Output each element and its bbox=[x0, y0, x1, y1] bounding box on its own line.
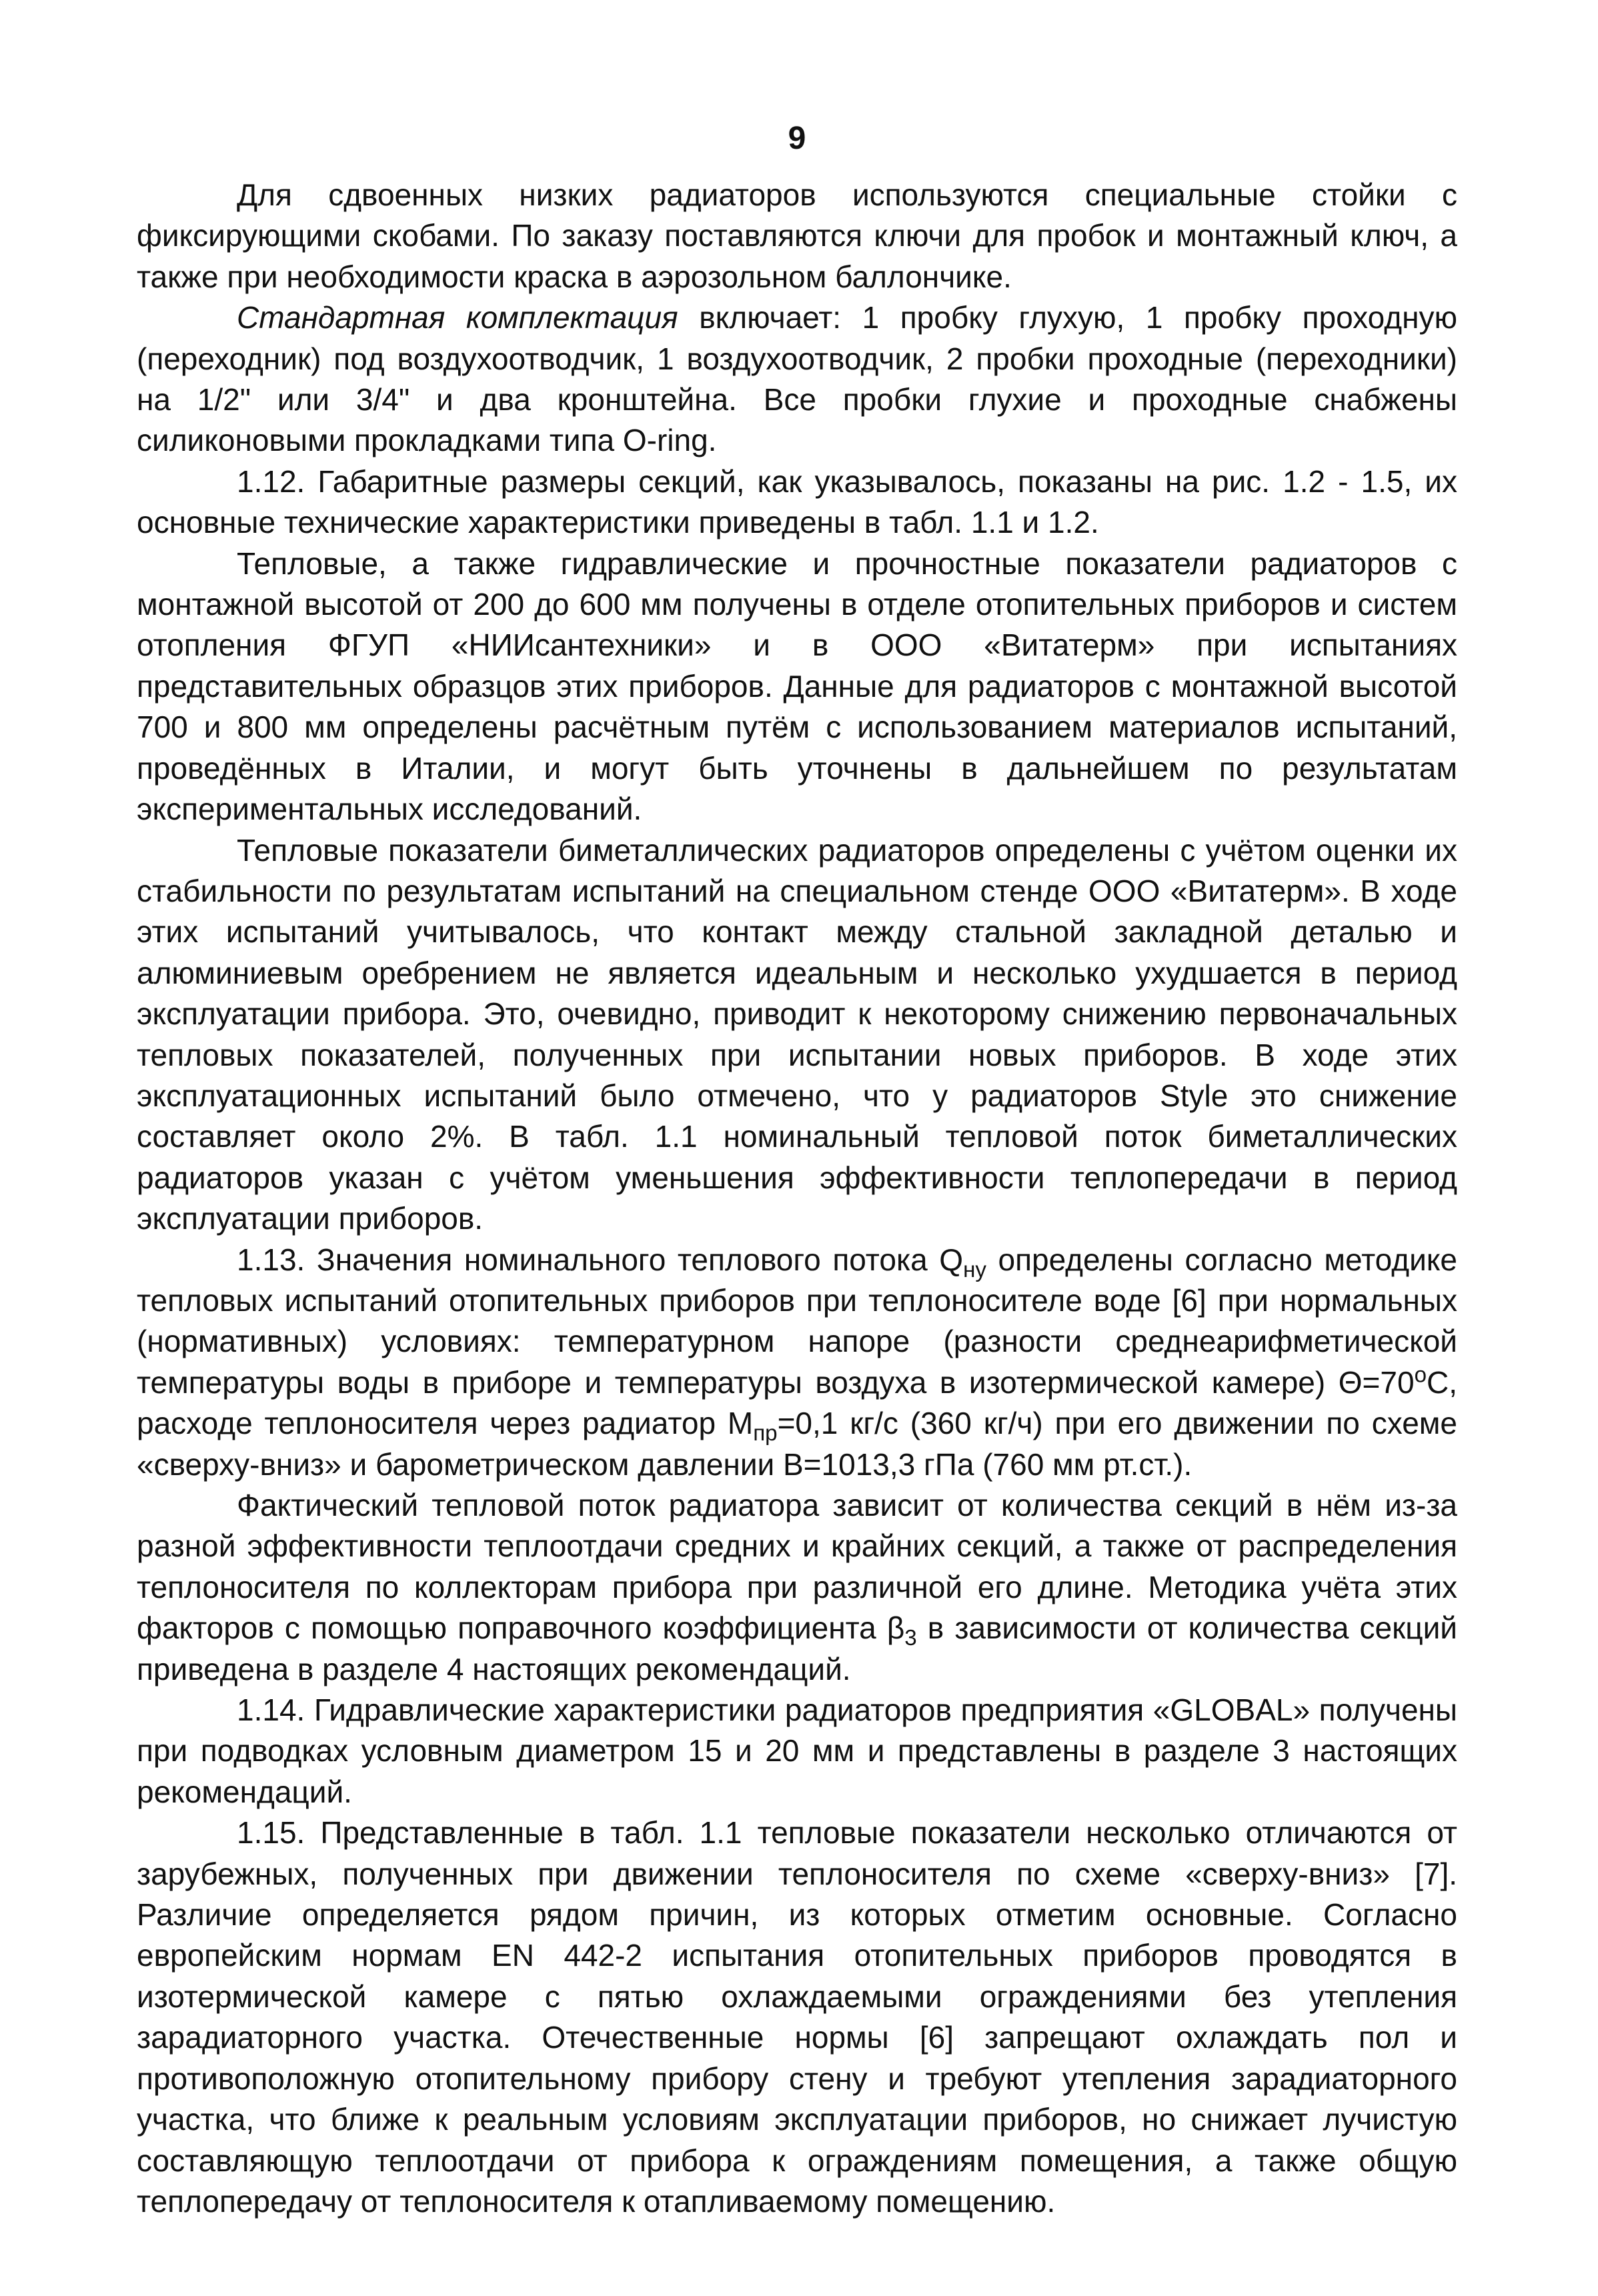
paragraph-double-radiators: Для сдвоенных низких радиаторов используются специальные стойки с фиксирующими скобами. По заказу поставляются ключи для пробок и монтажный ключ, а также при необходимости краска в аэрозольном баллончике. bbox=[137, 177, 1457, 294]
paragraph-actual-heat-flow bbox=[137, 1485, 1457, 1690]
p7-part-b: в зависимости от количества секций приведена в разделе 4 настоящих рекомендаций. bbox=[137, 1610, 1457, 1686]
standard-kit-text: включает: 1 пробку глухую, 1 пробку проходную (переходник) под воздухоотводчик, 1 воздухоотводчик, 2 пробки проходные (переходники) на 1/2" или 3/4" и два кронштейна. Все пробки глухие и проходные снабжены силиконовыми прокладками типа O-ring. bbox=[137, 300, 1457, 458]
paragraph-bimetal-stability: Тепловые показатели биметаллических радиаторов определены с учётом оценки их стабильности по результатам испытаний на специальном стенде ООО «Витатерм». В ходе этих испытаний учитывалось, что контакт между стальной закладной деталью и алюминиевым оребрением не является идеальным и несколько ухудшается в период эксплуатации прибора. Это, очевидно, приводит к некоторому снижению первоначальных тепловых показателей, полученных при испытании новых приборов. В ходе этих эксплуатационных испытаний было отмечено, что у радиаторов Style это снижение составляет около 2%. В табл. 1.1 номинальный тепловой поток биметаллических радиаторов указан с учётом уменьшения эффективности теплопередачи в период эксплуатации приборов. bbox=[137, 832, 1457, 1236]
paragraph-1-13 bbox=[137, 1240, 1457, 1485]
page-number: 9 bbox=[788, 121, 806, 156]
document-page bbox=[137, 120, 1457, 2222]
p7-part-a: Фактический тепловой поток радиатора зависит от количества секций в нём из-за разной эффективности теплоотдачи средних и крайних секций, а также от распределения теплоносителя по коллекторам прибора при различной его длине. Методика учёта этих факторов с помощью поправочного коэффициента β bbox=[137, 1488, 1457, 1646]
paragraph-1-12: 1.12. Габаритные размеры секций, как указывалось, показаны на рис. 1.2 - 1.5, их основные технические характеристики приведены в табл. 1.1 и 1.2. bbox=[137, 463, 1457, 540]
p6-sub-pr: пр bbox=[753, 1421, 778, 1446]
standard-kit-term: Стандартная комплектация bbox=[237, 300, 678, 335]
p6-part-b: определены согласно методике тепловых испытаний отопительных приборов при теплоносителе воде [6] при нормальных (нормативных) условиях: температурном напоре (разности среднеарифметической температуры воды в приборе и температуры воздуха в изотермической камере) Θ=70 bbox=[137, 1242, 1458, 1400]
paragraph-1-15: 1.15. Представленные в табл. 1.1 тепловые показатели несколько отличаются от зарубежных, полученных при движении теплоносителя по схеме «сверху-вниз» [7]. Различие определяется рядом причин, из которых отметим основные. Согласно европейским нормам EN 442-2 испытания отопительных приборов проводятся в изотермической камере с пятью охлаждаемыми ограждениями без утепления зарадиаторного участка. Отечественные нормы [6] запрещают охлаждать пол и противоположную отопительному прибору стену и требуют утепления зарадиаторного участка, что ближе к реальным условиям эксплуатации приборов, но снижает лучистую составляющую теплоотдачи от прибора к ограждениям помещения, а также общую теплопередачу от теплоносителя к отапливаемому помещению. bbox=[137, 1815, 1457, 2219]
p6-sup-degree: o bbox=[1414, 1362, 1427, 1388]
p6-part-c: С, расходе теплоносителя через радиатор М bbox=[137, 1364, 1457, 1441]
p6-part-a: 1.13. Значения номинального теплового потока Q bbox=[237, 1242, 964, 1277]
paragraph-standard-kit bbox=[137, 297, 1457, 461]
paragraph-1-14: 1.14. Гидравлические характеристики радиаторов предприятия «GLOBAL» получены при подводках условным диаметром 15 и 20 мм и представлены в разделе 3 настоящих рекомендаций. bbox=[137, 1692, 1457, 1809]
p6-part-d: =0,1 кг/с (360 кг/ч) при его движении по схеме «сверху-вниз» и барометрическом давлении В=1013,3 гПа (760 мм рт.ст.). bbox=[137, 1406, 1457, 1482]
paragraph-thermal-indicators: Тепловые, а также гидравлические и прочностные показатели радиаторов с монтажной высотой от 200 до 600 мм получены в отделе отопительных приборов и систем отопления ФГУП «НИИсантехники» и в ООО «Витатерм» при испытаниях представительных образцов этих приборов. Данные для радиаторов с монтажной высотой 700 и 800 мм определены расчётным путём с использованием материалов испытаний, проведённых в Италии, и могут быть уточнены в дальнейшем по результатам экспериментальных исследований. bbox=[137, 545, 1457, 827]
p6-sub-ny: ну bbox=[963, 1257, 986, 1282]
p7-sub-3: 3 bbox=[904, 1626, 917, 1651]
